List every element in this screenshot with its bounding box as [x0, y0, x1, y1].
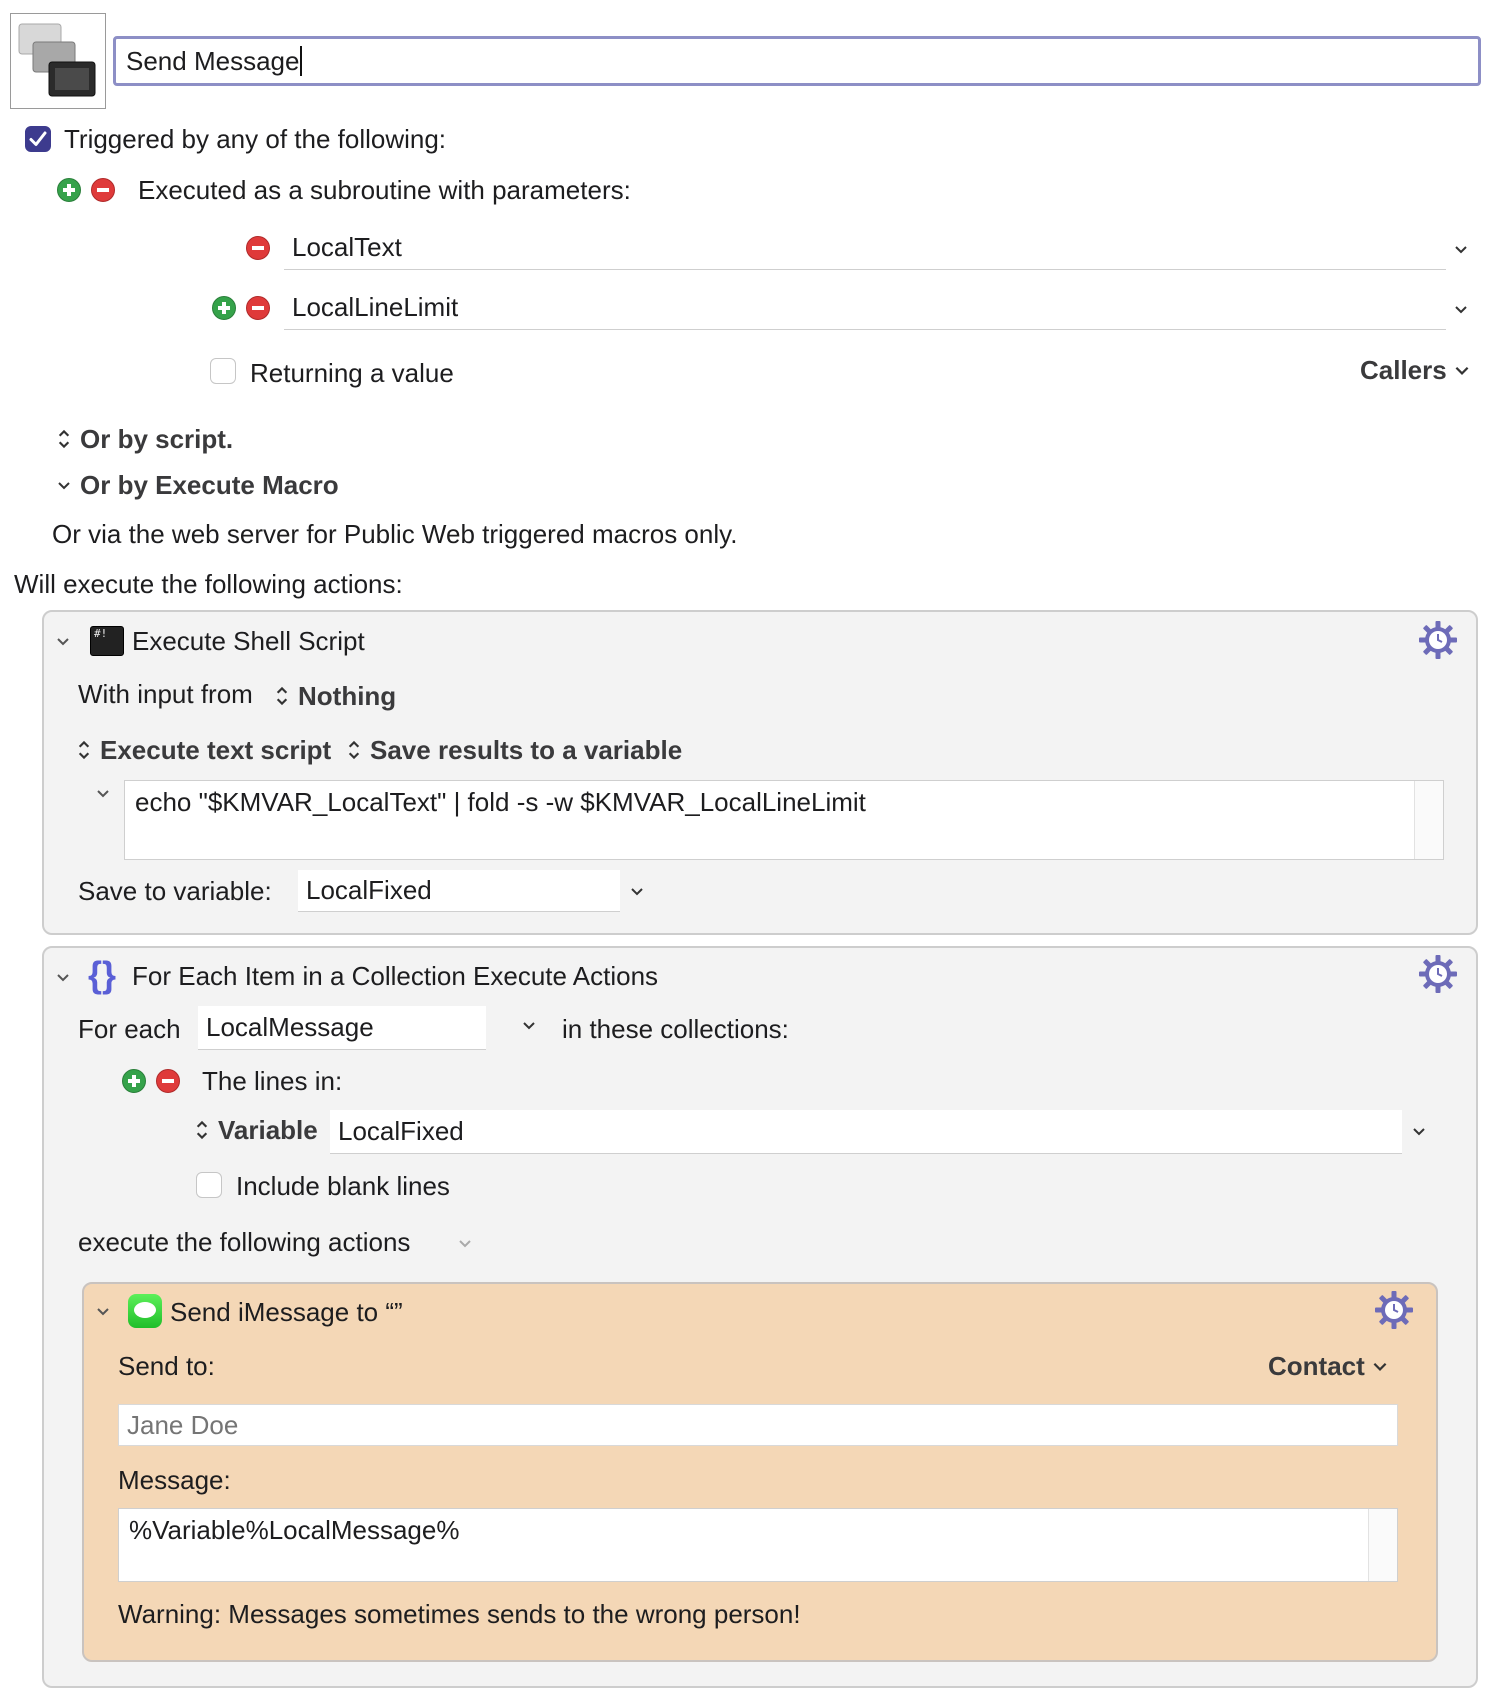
- updown-chevron-icon: [76, 738, 92, 762]
- message-text: %Variable%LocalMessage%: [129, 1515, 460, 1545]
- save-variable-label: Save to variable:: [78, 876, 272, 906]
- script-text: echo "$KMVAR_LocalText" | fold -s -w $KMVAR_LocalLineLimit: [135, 787, 866, 817]
- for-each-label: For each: [78, 1014, 181, 1044]
- script-mode-popup[interactable]: [76, 734, 331, 766]
- shell-script-action[interactable]: [42, 610, 1478, 935]
- source-type-value: Variable: [218, 1115, 318, 1145]
- send-imessage-action[interactable]: [82, 1282, 1438, 1662]
- chevron-down-icon: [56, 477, 72, 493]
- collapse-chevron-icon[interactable]: [52, 630, 74, 652]
- script-scrollbar[interactable]: [1414, 781, 1443, 859]
- actions-heading: Will execute the following actions:: [14, 569, 403, 599]
- macro-icon-well[interactable]: [10, 13, 106, 109]
- macro-name-text: Send Message: [126, 45, 300, 76]
- include-blank-lines-checkbox[interactable]: [196, 1172, 222, 1198]
- action-title: Send iMessage to “”: [170, 1297, 403, 1327]
- updown-chevron-icon: [346, 738, 362, 762]
- or-by-execute-macro-toggle[interactable]: [56, 469, 339, 501]
- returning-value-checkbox[interactable]: [210, 358, 236, 384]
- braces-icon: {}: [88, 954, 117, 995]
- param-field-1[interactable]: LocalText: [284, 226, 1446, 270]
- action-title: Execute Shell Script: [132, 626, 365, 656]
- input-from-popup[interactable]: [274, 680, 396, 712]
- message-label: Message:: [118, 1465, 231, 1495]
- gear-icon[interactable]: [1418, 620, 1458, 660]
- gear-icon[interactable]: [1374, 1290, 1414, 1330]
- collapse-chevron-icon[interactable]: [52, 966, 74, 988]
- script-mode-value: Execute text script: [100, 735, 332, 765]
- add-collection-button[interactable]: [122, 1069, 146, 1093]
- remove-param-button[interactable]: [246, 236, 270, 260]
- text-cursor: [300, 46, 302, 76]
- source-variable-field[interactable]: LocalFixed: [330, 1110, 1402, 1154]
- for-each-action[interactable]: [42, 946, 1478, 1688]
- triggered-label: Triggered by any of the following:: [64, 124, 447, 154]
- param-field-2[interactable]: LocalLineLimit: [284, 286, 1446, 330]
- chevron-down-icon: [1371, 1357, 1389, 1375]
- triggered-checkbox[interactable]: [25, 126, 51, 152]
- or-by-script-toggle[interactable]: [56, 423, 233, 455]
- input-from-label: With input from: [78, 679, 253, 709]
- warning-text: Warning: Messages sometimes sends to the wrong person!: [118, 1599, 801, 1629]
- remove-trigger-button[interactable]: [91, 178, 115, 202]
- source-variable-chevron-down-icon[interactable]: [1408, 1120, 1430, 1142]
- checkmark-icon: [26, 127, 50, 151]
- contact-menu[interactable]: [1268, 1350, 1389, 1382]
- script-collapse-chevron-icon[interactable]: [92, 782, 114, 804]
- chevron-down-icon: [1453, 361, 1471, 379]
- messages-icon: [128, 1294, 162, 1328]
- macro-name-field[interactable]: [113, 36, 1481, 86]
- source-type-popup[interactable]: [194, 1114, 318, 1146]
- callers-label: Callers: [1360, 355, 1447, 385]
- output-mode-value: Save results to a variable: [370, 735, 683, 765]
- or-by-script-label: Or by script.: [80, 424, 234, 454]
- lines-in-label: The lines in:: [202, 1066, 343, 1096]
- updown-chevron-icon: [274, 684, 290, 708]
- send-to-label: Send to:: [118, 1351, 215, 1381]
- recipient-field[interactable]: [118, 1404, 1398, 1446]
- param-1-chevron-down-icon[interactable]: [1450, 238, 1472, 260]
- save-variable-chevron-down-icon[interactable]: [626, 880, 648, 902]
- remove-param-button[interactable]: [246, 296, 270, 320]
- collapse-chevron-icon[interactable]: [92, 1300, 114, 1322]
- include-blank-lines-label: Include blank lines: [236, 1171, 450, 1201]
- execute-actions-chevron-down-icon[interactable]: [454, 1232, 476, 1254]
- or-by-execute-macro-label: Or by Execute Macro: [80, 470, 339, 500]
- for-each-variable-chevron-down-icon[interactable]: [518, 1014, 540, 1036]
- remove-collection-button[interactable]: [156, 1069, 180, 1093]
- save-variable-field[interactable]: LocalFixed: [298, 870, 620, 912]
- returning-value-label: Returning a value: [250, 358, 454, 388]
- param-2-chevron-down-icon[interactable]: [1450, 298, 1472, 320]
- for-each-variable-field[interactable]: LocalMessage: [198, 1006, 486, 1050]
- input-from-value: Nothing: [298, 681, 397, 711]
- stacked-windows-icon: [11, 14, 105, 108]
- in-collections-label: in these collections:: [562, 1014, 789, 1044]
- terminal-icon: #!: [90, 626, 124, 656]
- add-trigger-button[interactable]: [57, 178, 81, 202]
- contact-label: Contact: [1268, 1351, 1365, 1381]
- output-mode-popup[interactable]: [346, 734, 682, 766]
- script-text-area[interactable]: [124, 780, 1444, 860]
- updown-chevron-icon: [194, 1118, 210, 1142]
- add-param-button[interactable]: [212, 296, 236, 320]
- callers-menu[interactable]: [1360, 354, 1471, 386]
- subroutine-trigger-label: Executed as a subroutine with parameters:: [138, 175, 631, 205]
- web-server-note: Or via the web server for Public Web triggered macros only.: [52, 519, 738, 549]
- action-title: For Each Item in a Collection Execute Actions: [132, 961, 659, 991]
- execute-actions-label: execute the following actions: [78, 1227, 411, 1257]
- message-text-area[interactable]: [118, 1508, 1398, 1582]
- message-scrollbar[interactable]: [1368, 1509, 1397, 1581]
- gear-icon[interactable]: [1418, 954, 1458, 994]
- updown-chevron-icon: [56, 427, 72, 451]
